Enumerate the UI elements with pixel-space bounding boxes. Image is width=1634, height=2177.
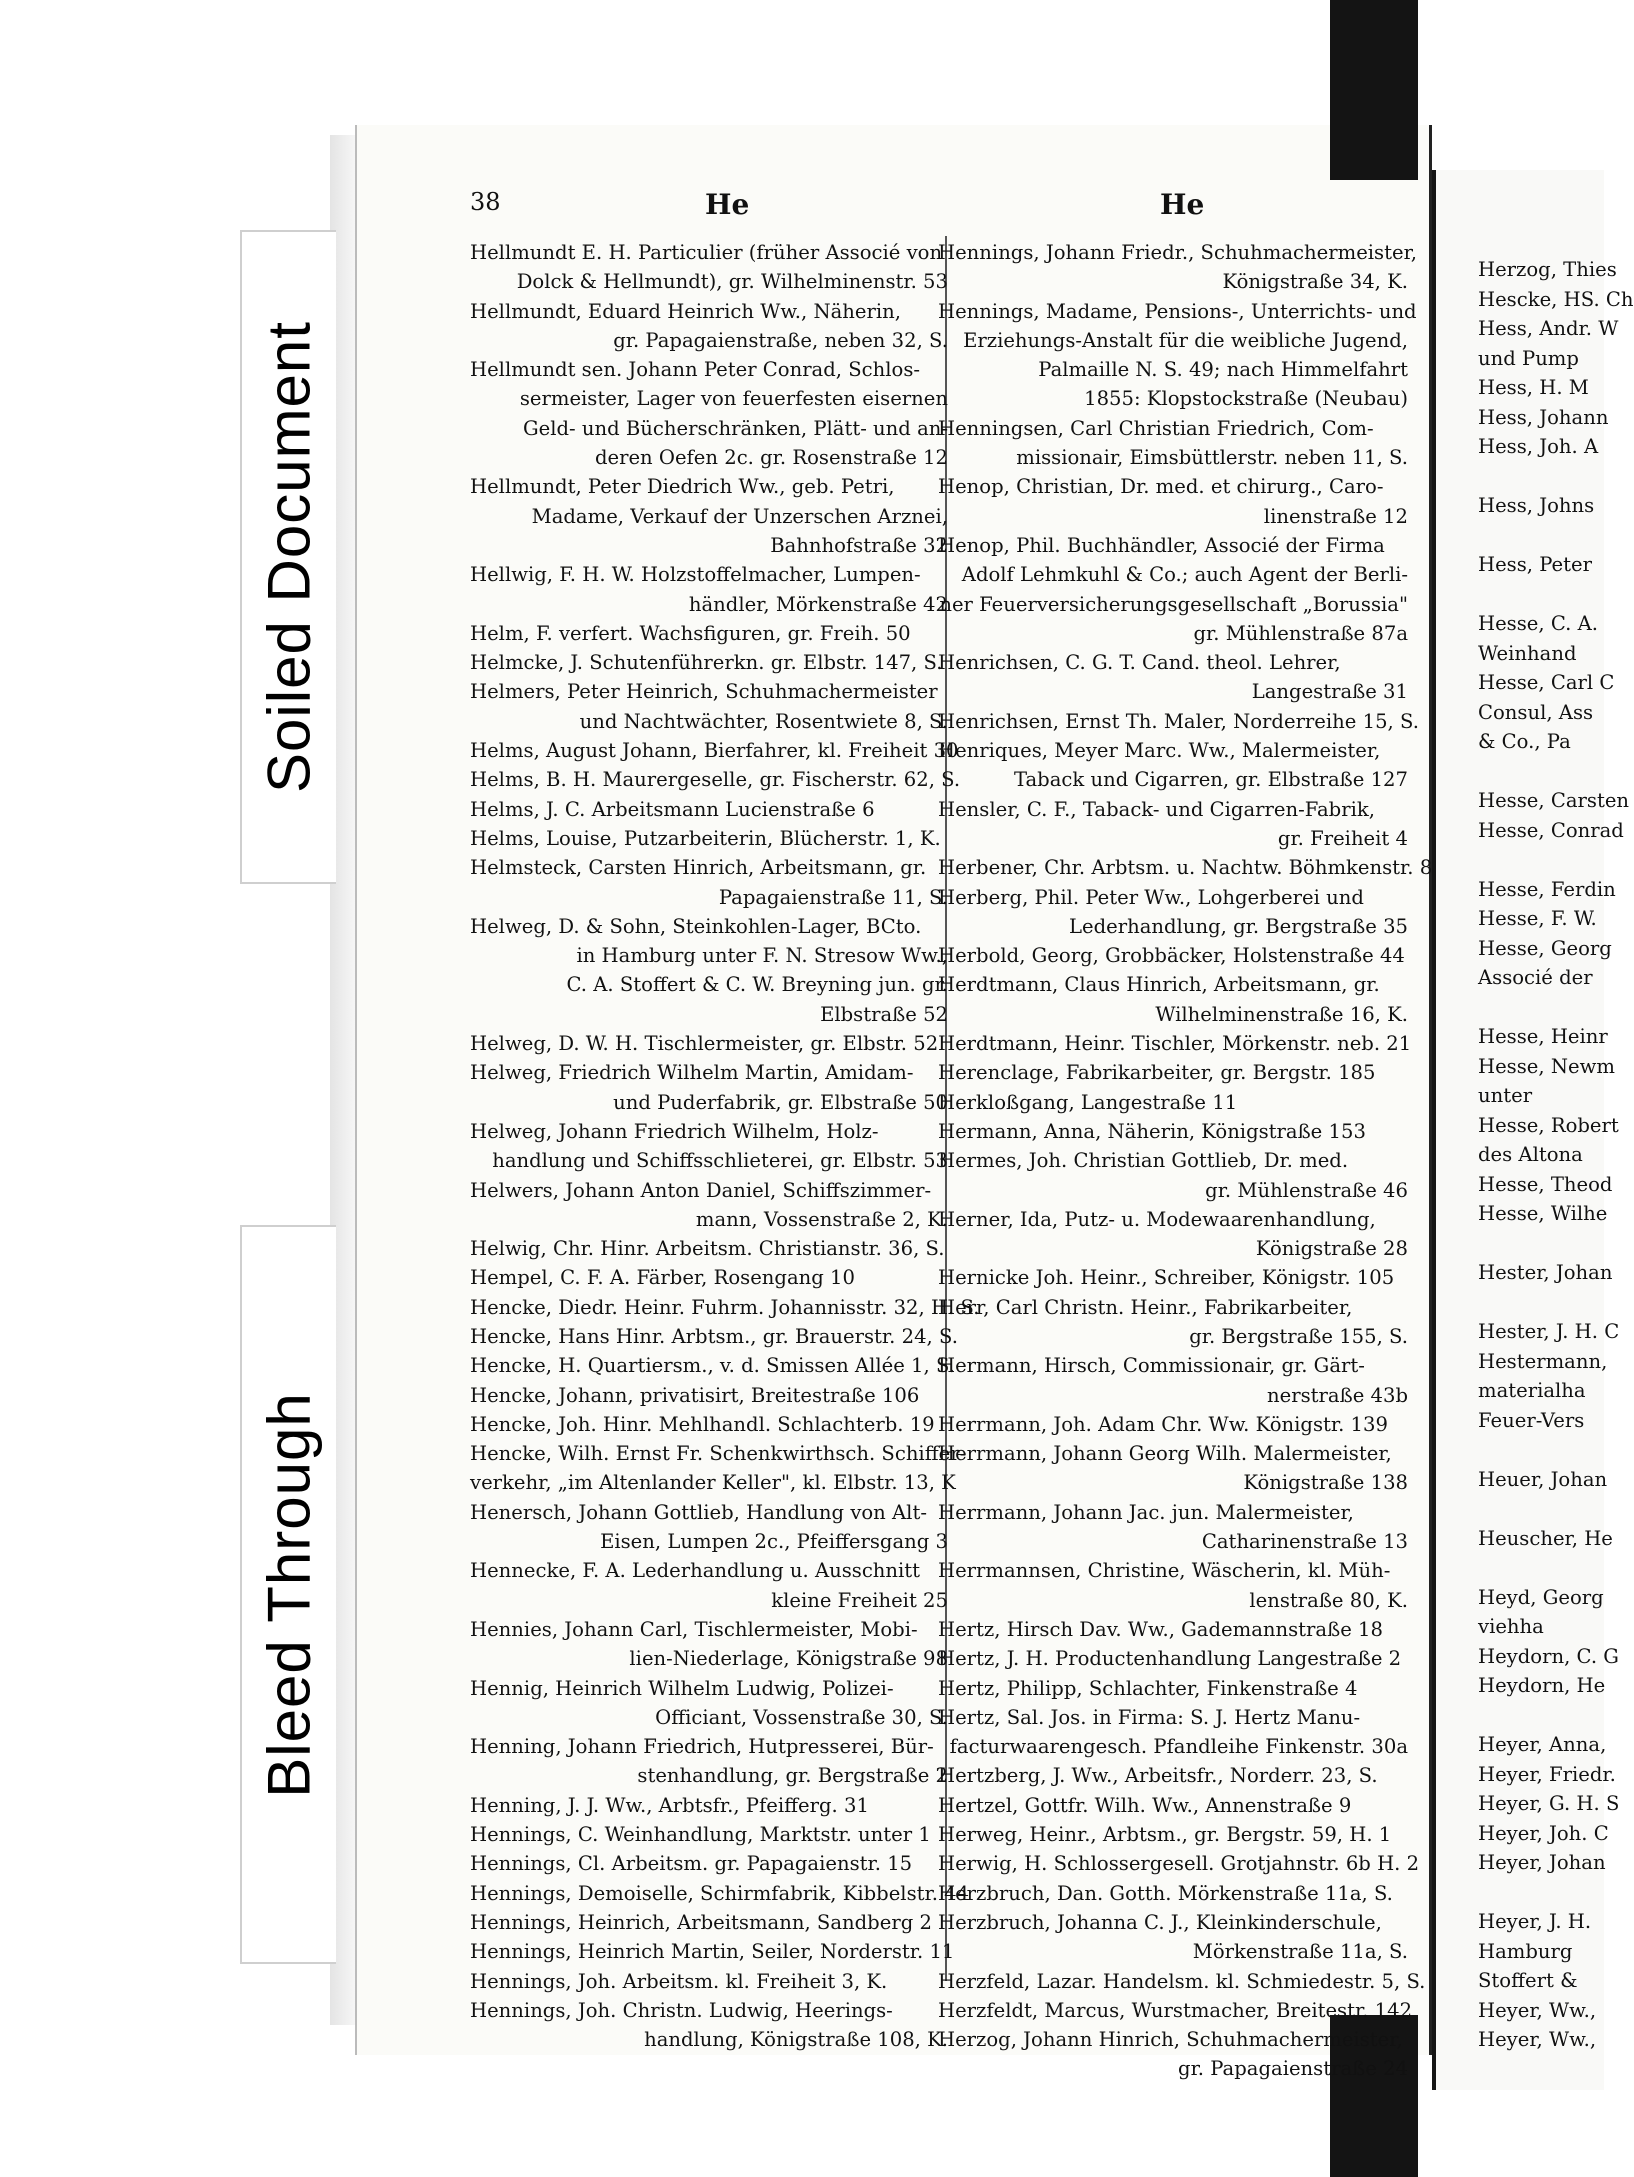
directory-line: Dolck & Hellmundt), gr. Wilhelminenstr. 53 xyxy=(516,270,948,294)
directory-line: Weinhand xyxy=(1478,641,1577,665)
directory-line: Hesse, Heinr xyxy=(1478,1025,1608,1048)
directory-line: Herzfeldt, Marcus, Wurstmacher, Breitestr. 142 xyxy=(938,1998,1413,2022)
directory-line: Helwig, Chr. Hinr. Arbeitsm. Christianstr. 36, S. xyxy=(470,1237,945,1261)
directory-line: Bahnhofstraße 32 xyxy=(770,533,948,557)
directory-line: Hester, Johan xyxy=(1478,1261,1613,1284)
directory-line: Henrichsen, Ernst Th. Maler, Norderreihe 15, S. xyxy=(938,709,1419,733)
directory-line xyxy=(1478,1288,1608,1318)
directory-line: Hennecke, F. A. Lederhandlung u. Ausschnitt xyxy=(470,1559,921,1583)
directory-line: Hestermann, xyxy=(1478,1349,1608,1373)
directory-line: Hencke, Joh. Hinr. Mehlhandl. Schlachterb. 19 xyxy=(470,1412,935,1436)
bleed-through-tab xyxy=(240,1225,336,1964)
directory-line: lien-Niederlage, Königstraße 98 xyxy=(629,1647,948,1671)
directory-line: und Puderfabrik, gr. Elbstraße 50 xyxy=(613,1090,948,1114)
directory-line: nerstraße 43b xyxy=(1267,1383,1408,1407)
directory-line: Herdtmann, Claus Hinrich, Arbeitsmann, gr. xyxy=(938,973,1380,997)
directory-line: Hennig, Heinrich Wilhelm Ludwig, Polizei- xyxy=(470,1676,894,1700)
directory-line: Helm, F. verfert. Wachsfiguren, gr. Freih. 50 xyxy=(470,621,911,645)
directory-line: Hertz, Hirsch Dav. Ww., Gademannstraße 18 xyxy=(938,1617,1383,1641)
directory-line: Hermann, Hirsch, Commissionair, gr. Gärt- xyxy=(938,1354,1365,1378)
directory-line: 1855: Klopstockstraße (Neubau) xyxy=(1084,387,1408,411)
directory-line: Hesse, Newm xyxy=(1478,1054,1615,1078)
directory-line: Madame, Verkauf der Unzerschen Arznei, xyxy=(531,504,948,528)
directory-line: lenstraße 80, K. xyxy=(1249,1588,1408,1612)
directory-line xyxy=(1478,580,1608,610)
directory-line: C. A. Stoffert & C. W. Breyning jun. gr. xyxy=(566,973,948,997)
directory-line: Heyer, Johan xyxy=(1478,1851,1606,1874)
directory-line: gr. Papagaienstraße 24 xyxy=(1178,2057,1408,2081)
directory-line: Heyer, Friedr. xyxy=(1478,1762,1616,1786)
directory-line: kleine Freiheit 25 xyxy=(771,1588,948,1612)
directory-line: Helms, August Johann, Bierfahrer, kl. Freiheit 30 xyxy=(470,739,959,763)
directory-line: Heuscher, He xyxy=(1478,1526,1613,1550)
directory-line: Hennings, Heinrich Martin, Seiler, Norderstr. 11 xyxy=(470,1940,955,1964)
directory-line xyxy=(1478,845,1608,875)
directory-line: linenstraße 12 xyxy=(1263,504,1408,528)
directory-line: Hertzberg, J. Ww., Arbeitsfr., Norderr. 23, S. xyxy=(938,1764,1378,1788)
directory-line xyxy=(1478,462,1608,492)
directory-line: Hesse, F. W. xyxy=(1478,907,1597,930)
directory-line: Helmers, Peter Heinrich, Schuhmachermeister xyxy=(470,680,938,704)
directory-line: Helmsteck, Carsten Hinrich, Arbeitsmann, gr. xyxy=(470,856,927,880)
directory-line: Königstraße 28 xyxy=(1255,1237,1408,1261)
directory-line: Herrmannsen, Christine, Wäscherin, kl. Müh- xyxy=(938,1559,1391,1583)
directory-line: Hess, Joh. A xyxy=(1478,435,1599,458)
directory-line: Herberg, Phil. Peter Ww., Lohgerberei und xyxy=(938,885,1364,909)
directory-line: Heyer, Ww., xyxy=(1478,1998,1597,2022)
directory-line: Feuer-Vers xyxy=(1478,1408,1585,1432)
directory-line: Hellmundt, Eduard Heinrich Ww., Näherin, xyxy=(470,299,902,323)
directory-line: Helms, J. C. Arbeitsmann Lucienstraße 6 xyxy=(470,797,875,821)
directory-line: Henop, Phil. Buchhändler, Associé der Firma xyxy=(938,533,1385,557)
directory-line: Stoffert & xyxy=(1478,1969,1578,1992)
directory-line: Hertz, Philipp, Schlachter, Finkenstraße 4 xyxy=(938,1676,1358,1700)
directory-line: Herrmann, Johann Jac. jun. Malermeister, xyxy=(938,1500,1354,1524)
directory-line: Hesse, Wilhe xyxy=(1478,1202,1608,1225)
directory-line: Hencke, Wilh. Ernst Fr. Schenkwirthsch. Schiffer- xyxy=(470,1442,967,1466)
bleed-through-label: Bleed Through xyxy=(255,1391,323,1798)
directory-line: Heuer, Johan xyxy=(1478,1467,1608,1491)
directory-line: Mörkenstraße 11a, S. xyxy=(1192,1940,1408,1964)
directory-line: handlung, Königstraße 108, K. xyxy=(644,2028,948,2052)
directory-line: Langestraße 31 xyxy=(1251,680,1408,704)
directory-line: in Hamburg unter F. N. Stresow Ww., xyxy=(576,944,948,968)
directory-line: Associé der xyxy=(1478,966,1593,989)
directory-line: Heyer, J. H. xyxy=(1478,1910,1592,1933)
directory-line: Heyer, Ww., xyxy=(1478,2028,1597,2051)
directory-line: ner Feuerversicherungsgesellschaft „Borussia" xyxy=(939,592,1408,616)
directory-line: Papagaienstraße 11, S. xyxy=(718,885,948,909)
directory-line xyxy=(1478,757,1608,787)
directory-line: Helweg, D. & Sohn, Steinkohlen-Lager, BCto. xyxy=(470,914,922,938)
directory-line xyxy=(1478,1229,1608,1259)
directory-line: händler, Mörkenstraße 42 xyxy=(688,592,948,616)
directory-line: Hescke, HS. Ch xyxy=(1478,287,1634,311)
directory-line: Officiant, Vossenstraße 30, S. xyxy=(655,1705,948,1729)
directory-line: Hess, Johann xyxy=(1478,405,1609,429)
directory-line: Heyer, Anna, xyxy=(1478,1733,1607,1756)
directory-line xyxy=(1478,993,1608,1023)
directory-line: unter xyxy=(1478,1084,1533,1107)
directory-line: Herzbruch, Dan. Gotth. Mörkenstraße 11a, S. xyxy=(938,1881,1393,1905)
directory-line: Hertzel, Gottfr. Wilh. Ww., Annenstraße 9 xyxy=(938,1793,1352,1817)
directory-line: Hermann, Anna, Näherin, Königstraße 153 xyxy=(938,1119,1366,1143)
directory-line: Palmaille N. S. 49; nach Himmelfahrt xyxy=(1038,358,1408,382)
directory-line: Wilhelminenstraße 16, K. xyxy=(1155,1002,1408,1026)
page-number: 38 xyxy=(470,188,501,216)
directory-line: des Altona xyxy=(1478,1143,1583,1166)
directory-column-right xyxy=(938,238,1433,2084)
directory-line: Herzog, Thies xyxy=(1478,258,1617,281)
directory-line: Hertz, J. H. Productenhandlung Langestraße 2 xyxy=(938,1647,1402,1671)
directory-line: Henop, Christian, Dr. med. et chirurg., Caro- xyxy=(938,475,1384,499)
directory-column-left xyxy=(470,238,980,2054)
directory-line: verkehr, „im Altenlander Keller", kl. Elbstr. 13, K xyxy=(470,1471,956,1495)
directory-line: Hellmundt E. H. Particulier (früher Associé von xyxy=(470,241,943,264)
directory-line: Heyer, Joh. C xyxy=(1478,1821,1609,1845)
directory-line: Hennings, Johann Friedr., Schuhmachermeister, xyxy=(938,241,1418,264)
directory-line: Hess, Peter xyxy=(1478,553,1592,576)
directory-line: gr. Mühlenstraße 46 xyxy=(1205,1178,1408,1202)
directory-line: Hesse, Carsten xyxy=(1478,789,1630,812)
directory-line: Taback und Cigarren, gr. Elbstraße 127 xyxy=(1013,768,1408,792)
directory-line: Hennings, Cl. Arbeitsm. gr. Papagaienstr. 15 xyxy=(470,1852,913,1876)
soiled-document-tab xyxy=(240,230,336,884)
directory-line: Hennings, C. Weinhandlung, Marktstr. unter 1 xyxy=(470,1823,931,1847)
directory-line: Heydorn, He xyxy=(1478,1674,1606,1697)
directory-line: Consul, Ass xyxy=(1478,700,1594,724)
directory-line: gr. Papagaienstraße, neben 32, S. xyxy=(613,328,948,352)
directory-line: Königstraße 138 xyxy=(1243,1471,1408,1495)
directory-line: Henrichsen, C. G. T. Cand. theol. Lehrer, xyxy=(938,651,1341,675)
directory-line: Hamburg xyxy=(1478,1939,1573,1963)
directory-line: missionair, Eimsbüttlerstr. neben 11, S. xyxy=(1016,446,1408,470)
directory-line: Hess, Andr. W xyxy=(1478,317,1619,340)
directory-line: Heyd, Georg xyxy=(1478,1585,1604,1609)
directory-line: Hennies, Johann Carl, Tischlermeister, Mobi- xyxy=(470,1617,918,1641)
directory-line: Hellwig, F. H. W. Holzstoffelmacher, Lumpen- xyxy=(470,563,921,587)
directory-line: Herkloßgang, Langestraße 11 xyxy=(938,1090,1238,1114)
directory-line: Helms, Louise, Putzarbeiterin, Blücherstr. 1, K. xyxy=(470,826,941,850)
directory-line: Hennings, Demoiselle, Schirmfabrik, Kibbelstr. 44 xyxy=(470,1881,970,1905)
directory-line: Henriques, Meyer Marc. Ww., Malermeister, xyxy=(938,739,1381,763)
directory-line: Hesse, Ferdin xyxy=(1478,877,1616,901)
directory-line: Helms, B. H. Maurergeselle, gr. Fischerstr. 62, S. xyxy=(470,768,961,792)
directory-line: Hencke, Diedr. Heinr. Fuhrm. Johannisstr. 32, H. S. xyxy=(470,1295,980,1319)
directory-line: Helweg, Friedrich Wilhelm Martin, Amidam- xyxy=(470,1061,914,1085)
directory-line: deren Oefen 2c. gr. Rosenstraße 12 xyxy=(594,446,948,470)
directory-line: Hennings, Joh. Arbeitsm. kl. Freiheit 3, K. xyxy=(470,1969,888,1993)
directory-line: Herrmann, Joh. Adam Chr. Ww. Königstr. 139 xyxy=(938,1412,1388,1436)
directory-line: Herr, Carl Christn. Heinr., Fabrikarbeiter, xyxy=(938,1295,1353,1319)
directory-line: viehha xyxy=(1478,1615,1544,1638)
directory-line: Helmcke, J. Schutenführerkn. gr. Elbstr. 147, S. xyxy=(470,651,943,675)
directory-line: Herwig, H. Schlossergesell. Grotjahnstr. 6b H. 2 xyxy=(938,1852,1420,1876)
directory-line: Catharinenstraße 13 xyxy=(1201,1530,1408,1554)
directory-line: & Co., Pa xyxy=(1478,730,1571,753)
directory-line xyxy=(1478,1878,1608,1908)
directory-line: Hencke, Johann, privatisirt, Breitestraße 106 xyxy=(470,1383,920,1407)
directory-line: Hensler, C. F., Taback- und Cigarren-Fabrik, xyxy=(938,797,1375,821)
directory-line: Hesse, Carl C xyxy=(1478,671,1615,694)
directory-line: Herzbruch, Johanna C. J., Kleinkinderschule, xyxy=(938,1910,1382,1934)
column-heading-left: He xyxy=(705,188,750,221)
directory-line: Herbold, Georg, Grobbäcker, Holstenstraße 44 xyxy=(938,944,1405,968)
directory-line: stenhandlung, gr. Bergstraße 2 xyxy=(637,1764,948,1788)
directory-line: Hertz, Sal. Jos. in Firma: S. J. Hertz Manu- xyxy=(938,1705,1361,1729)
soiled-document-label: Soiled Document xyxy=(255,321,323,793)
directory-line: Hester, J. H. C xyxy=(1478,1320,1620,1343)
directory-line: sermeister, Lager von feuerfesten eisernen xyxy=(519,387,948,411)
directory-line: und Nachtwächter, Rosentwiete 8, S. xyxy=(579,709,948,733)
directory-line: Helwers, Johann Anton Daniel, Schiffszimmer- xyxy=(470,1178,932,1202)
directory-line: Hesse, Conrad xyxy=(1478,818,1624,842)
directory-line xyxy=(1478,1494,1608,1524)
directory-line: Adolf Lehmkuhl & Co.; auch Agent der Berli- xyxy=(961,563,1408,587)
directory-line: Hellmundt, Peter Diedrich Ww., geb. Petri, xyxy=(470,475,895,499)
directory-line: Henning, J. J. Ww., Arbtsfr., Pfeifferg. 31 xyxy=(470,1793,869,1817)
directory-line: Hennings, Heinrich, Arbeitsmann, Sandberg 2 xyxy=(470,1910,932,1934)
directory-line: Hennings, Madame, Pensions-, Unterrichts- und xyxy=(938,299,1417,323)
directory-line: mann, Vossenstraße 2, K. xyxy=(695,1207,948,1231)
directory-line: gr. Freiheit 4 xyxy=(1277,826,1408,850)
directory-line: Heyer, G. H. S xyxy=(1478,1792,1620,1815)
directory-line: Hesse, Georg xyxy=(1478,936,1612,960)
directory-line: Hesse, Theod xyxy=(1478,1172,1613,1196)
directory-line: Hermes, Joh. Christian Gottlieb, Dr. med. xyxy=(938,1149,1349,1173)
directory-line: Hesse, Robert xyxy=(1478,1113,1619,1137)
directory-line xyxy=(1478,1701,1608,1731)
directory-line: Hess, H. M xyxy=(1478,376,1589,399)
directory-line: handlung und Schiffsschlieterei, gr. Elbstr. 53 xyxy=(492,1149,948,1173)
directory-line: Geld- und Bücherschränken, Plätt- und an- xyxy=(522,416,948,440)
directory-line: Hencke, Hans Hinr. Arbtsm., gr. Brauerstr. 24, S. xyxy=(470,1324,958,1348)
directory-line: Herbener, Chr. Arbtsm. u. Nachtw. Böhmkenstr. 8 xyxy=(938,856,1433,880)
column-heading-right: He xyxy=(1160,188,1205,221)
directory-line: Henning, Johann Friedrich, Hutpresserei, Bür- xyxy=(470,1735,934,1759)
directory-line: Heydorn, C. G xyxy=(1478,1644,1619,1668)
directory-line: Herner, Ida, Putz- u. Modewaarenhandlung, xyxy=(938,1207,1376,1231)
directory-line: Hellmundt sen. Johann Peter Conrad, Schlos- xyxy=(470,358,920,382)
directory-line: Herdtmann, Heinr. Tischler, Mörkenstr. neb. 21 xyxy=(938,1032,1412,1056)
directory-line: Hernicke Joh. Heinr., Schreiber, Königstr. 105 xyxy=(938,1266,1395,1290)
directory-line: Königstraße 34, K. xyxy=(1222,270,1408,294)
directory-line: Eisen, Lumpen 2c., Pfeiffersgang 3 xyxy=(600,1530,948,1554)
directory-line: Herweg, Heinr., Arbtsm., gr. Bergstr. 59, H. 1 xyxy=(938,1823,1392,1847)
directory-line xyxy=(1478,521,1608,551)
directory-line: gr. Mühlenstraße 87a xyxy=(1193,621,1408,645)
top-gutter-band xyxy=(1330,0,1418,180)
directory-line: facturwaarengesch. Pfandleihe Finkenstr. 30a xyxy=(949,1735,1408,1759)
directory-line: Henersch, Johann Gottlieb, Handlung von Alt- xyxy=(470,1500,927,1524)
directory-line: Herzfeld, Lazar. Handelsm. kl. Schmiedestr. 5, S. xyxy=(938,1969,1426,1993)
directory-line: materialha xyxy=(1478,1379,1586,1402)
directory-line: Herenclage, Fabrikarbeiter, gr. Bergstr. 185 xyxy=(938,1061,1376,1085)
directory-line: Herrmann, Johann Georg Wilh. Malermeister, xyxy=(938,1442,1392,1466)
directory-line: Helweg, D. W. H. Tischlermeister, gr. Elbstr. 52 xyxy=(470,1032,939,1056)
directory-line: Hess, Johns xyxy=(1478,494,1595,517)
directory-line: Hencke, H. Quartiersm., v. d. Smissen Allée 1, S. xyxy=(470,1354,955,1378)
directory-line: Helweg, Johann Friedrich Wilhelm, Holz- xyxy=(470,1119,879,1143)
directory-line: gr. Bergstraße 155, S. xyxy=(1189,1324,1408,1348)
directory-line: Hesse, C. A. xyxy=(1478,612,1598,635)
directory-column-next-page xyxy=(1478,255,1634,2055)
directory-line: Erziehungs-Anstalt für die weibliche Jugend, xyxy=(963,328,1408,352)
directory-line: Hennings, Joh. Christn. Ludwig, Heerings- xyxy=(470,1998,893,2022)
directory-line: Henningsen, Carl Christian Friedrich, Com- xyxy=(938,416,1374,440)
directory-line: Hempel, C. F. A. Färber, Rosengang 10 xyxy=(470,1266,855,1290)
directory-line xyxy=(1478,1553,1608,1583)
directory-line: und Pump xyxy=(1478,346,1579,370)
directory-line: Herzog, Johann Hinrich, Schuhmachermeister, xyxy=(938,2028,1403,2052)
directory-line: Elbstraße 52 xyxy=(820,1002,948,1026)
directory-line xyxy=(1478,1435,1608,1465)
directory-line: Lederhandlung, gr. Bergstraße 35 xyxy=(1068,914,1408,938)
